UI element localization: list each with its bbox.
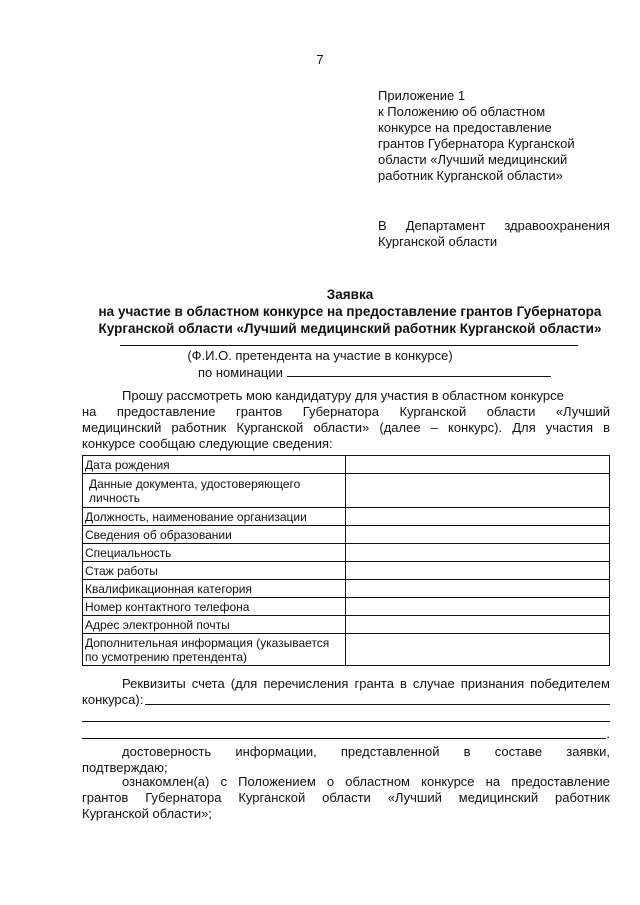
nomination-field	[198, 364, 551, 380]
word: В	[378, 218, 387, 233]
paragraph-text: Прошу рассмотреть мою кандидатуру для участия в областном конкурсе	[122, 388, 564, 403]
acquainted-block	[82, 774, 610, 822]
addressee	[378, 218, 610, 250]
word: о	[326, 774, 335, 789]
end-mark: .	[606, 726, 610, 741]
row-value-cell[interactable]	[346, 580, 610, 598]
word: области	[322, 790, 371, 805]
word: предоставление	[116, 404, 216, 419]
applicant-info-table	[82, 455, 610, 666]
word: представленной	[340, 744, 440, 759]
word: области	[486, 404, 536, 419]
word: «Лучший	[555, 404, 610, 419]
appendix-line: грантов Губернатора Курганской	[378, 136, 575, 151]
table-row	[83, 474, 610, 508]
requisites-label: конкурса):	[82, 692, 144, 707]
confirm-block	[82, 744, 610, 776]
word: перечисления	[263, 676, 349, 691]
paragraph-line	[82, 806, 610, 822]
requisites-line-4	[82, 726, 610, 742]
requisites-block	[82, 676, 610, 708]
page-number: 7	[316, 52, 324, 67]
row-label: Специальность	[83, 544, 346, 562]
paragraph-line	[82, 436, 610, 452]
word: гранта	[354, 676, 394, 691]
row-value-cell[interactable]	[346, 526, 610, 544]
appendix-line: Приложение 1	[378, 88, 466, 103]
title-line-1: на участие в областном конкурсе на предоставление грантов Губернатора	[98, 304, 602, 319]
row-value-cell[interactable]	[346, 562, 610, 580]
title-line-2: Курганской области «Лучший медицинский работник Курганской области»	[98, 321, 602, 336]
word: предоставление	[511, 774, 610, 789]
word: Губернатора	[145, 790, 222, 805]
word: с	[220, 774, 227, 789]
word: в	[603, 420, 610, 435]
word: случае	[412, 676, 455, 691]
word: Департамент	[405, 218, 486, 233]
word: счета	[191, 676, 225, 691]
word: здравоохранения	[504, 218, 610, 233]
nomination-blank-line[interactable]	[287, 364, 551, 377]
word: Губернатора	[302, 404, 379, 419]
paragraph-line	[82, 774, 610, 790]
word: конкурс).	[447, 420, 503, 435]
table-row	[83, 562, 610, 580]
table-row	[83, 456, 610, 474]
word: Реквизиты	[122, 676, 186, 691]
row-value-cell[interactable]	[346, 474, 610, 508]
paragraph-text: подтверждаю;	[82, 760, 168, 775]
requisites-blank-line[interactable]	[82, 738, 606, 739]
nomination-label: по номинации	[198, 365, 283, 380]
table-row	[83, 580, 610, 598]
word: области»	[313, 420, 370, 435]
word: грантов	[82, 790, 129, 805]
request-paragraph	[82, 388, 610, 452]
table-row	[83, 616, 610, 634]
paragraph-line	[82, 388, 610, 404]
requisites-blank-line[interactable]	[145, 692, 610, 705]
word: Курганской	[236, 420, 304, 435]
table-row	[83, 508, 610, 526]
table-row	[83, 634, 610, 666]
row-label: Квалификационная категория	[83, 580, 346, 598]
paragraph-line	[82, 790, 610, 806]
word: Курганской	[399, 404, 467, 419]
word: конкурсе	[421, 774, 475, 789]
word: в	[399, 676, 407, 691]
table-row	[83, 544, 610, 562]
word: «Лучший	[387, 790, 442, 805]
table-row	[83, 526, 610, 544]
word: на	[82, 404, 97, 419]
row-label: Адрес электронной почты	[83, 616, 346, 634]
word: работник	[555, 790, 610, 805]
word: (для	[230, 676, 258, 691]
row-value-cell[interactable]	[346, 508, 610, 526]
word: Для	[512, 420, 536, 435]
paragraph-line	[82, 676, 610, 692]
appendix-line: конкурсе на предоставление	[378, 120, 552, 135]
row-label: Должность, наименование организации	[83, 508, 346, 526]
word: информации,	[235, 744, 317, 759]
fio-blank-line[interactable]	[120, 345, 578, 346]
row-value-cell[interactable]	[346, 616, 610, 634]
row-value-cell[interactable]	[346, 598, 610, 616]
word: Курганской	[238, 790, 306, 805]
word: признания	[460, 676, 525, 691]
paragraph-line	[82, 420, 610, 436]
table-row	[83, 598, 610, 616]
appendix-line: работник Курганской области»	[378, 168, 563, 183]
paragraph-text: Курганской области»;	[82, 806, 212, 821]
word: медицинский	[458, 790, 539, 805]
row-label: Номер контактного телефона	[83, 598, 346, 616]
row-value-cell[interactable]	[346, 634, 610, 666]
paragraph-line	[82, 404, 610, 420]
row-label: Дата рождения	[83, 456, 346, 474]
row-label: Данные документа, удостоверяющего личность	[83, 474, 346, 508]
word: областном	[345, 774, 410, 789]
appendix-line: области «Лучший медицинский	[378, 152, 568, 167]
requisites-line-2	[82, 692, 610, 708]
word: на	[485, 774, 501, 789]
row-label: Стаж работы	[83, 562, 346, 580]
word: работник	[171, 420, 227, 435]
word: Положением	[238, 774, 316, 789]
row-label: Дополнительная информация (указывается по усмотрению претендента)	[83, 634, 346, 666]
fio-caption: (Ф.И.О. претендента на участие в конкурсе)	[187, 348, 453, 363]
word: (далее	[379, 420, 421, 435]
title-heading: Заявка	[326, 287, 374, 302]
word: ознакомлен(а)	[122, 774, 210, 789]
word: медицинский	[82, 420, 162, 435]
appendix-reference	[378, 88, 618, 184]
addressee-line-2: Курганской области	[378, 234, 498, 249]
word: заявки,	[566, 744, 610, 759]
row-label: Сведения об образовании	[83, 526, 346, 544]
word: составе	[494, 744, 543, 759]
word: победителем	[530, 676, 610, 691]
paragraph-line	[82, 744, 610, 760]
word: участия	[545, 420, 593, 435]
word: достоверность	[122, 744, 212, 759]
application-title	[80, 286, 620, 337]
appendix-line: к Положению об областном	[378, 104, 546, 119]
paragraph-text: конкурсе сообщаю следующие сведения:	[82, 436, 333, 451]
row-value-cell[interactable]	[346, 456, 610, 474]
addressee-line-1	[378, 218, 610, 234]
word: –	[430, 420, 438, 435]
word: грантов	[236, 404, 283, 419]
row-value-cell[interactable]	[346, 544, 610, 562]
requisites-blank-line[interactable]	[82, 721, 610, 722]
word: в	[463, 744, 471, 759]
